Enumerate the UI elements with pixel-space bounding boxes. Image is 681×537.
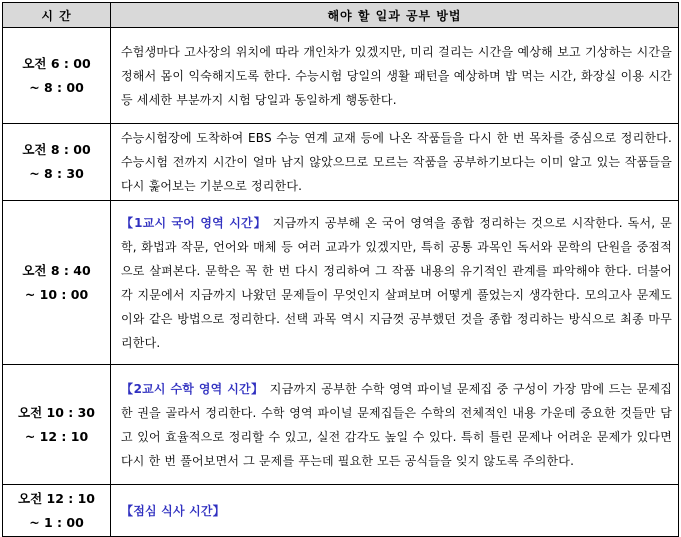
description-text: 지금까지 공부해 온 국어 영역을 종합 정리하는 것으로 시작한다. 독서, 문학, 화법과 작문, 언어와 매체 등 여러 교과가 있겠지만, 특히 공통 과목인 독서와 문학의 단원을 중점적으로 살펴본다. 문학은 꼭 한 번 다시 정리하여 그 작품 내용의 유기적인 관계를 파악해야 한다. 더불어 각 지문에서 지금까지 나왔던 문제들이 무엇인지 살펴보며 어떻게 풀었는지 생각한다. 모의고사 문제도 이와 같은 방법으로 정리한다. 선택 과목 역시 지금껏 공부했던 것을 종합 정리하는 방식으로 최종 마무리한다. xyxy=(121,215,672,350)
header-tasks: 해야 할 일과 공부 방법 xyxy=(111,3,679,28)
time-cell xyxy=(3,124,111,201)
table-row xyxy=(3,365,679,485)
description-cell xyxy=(111,365,679,485)
period-label: 【점심 식사 시간】 xyxy=(121,503,225,518)
time-end: ~ 8 : 30 xyxy=(29,166,84,181)
time-end: ~ 12 : 10 xyxy=(24,428,89,444)
table-row xyxy=(3,201,679,365)
time-start: 오전 8 : 40 xyxy=(22,262,91,278)
time-end: ~ 8 : 00 xyxy=(29,79,84,95)
table-row xyxy=(3,28,679,124)
period-label: 【1교시 국어 영역 시간】 xyxy=(121,215,267,230)
description-cell xyxy=(111,201,679,365)
time-start: 오전 10 : 30 xyxy=(18,404,95,420)
table-row xyxy=(3,124,679,201)
description-text: 수험생마다 고사장의 위치에 따라 개인차가 있겠지만, 미리 걸리는 시간을 예상해 보고 기상하는 시간을 정해서 몸이 익숙해지도록 한다. 수능시험 당일의 생활 패턴을 예상하며 밥 먹는 시간, 화장실 이용 시간 등 세세한 부분까지 시험 당일과 동일하게 행동한다. xyxy=(121,44,672,107)
time-cell xyxy=(3,28,111,124)
time-end: ~ 1 : 00 xyxy=(29,514,84,530)
description-cell xyxy=(111,124,679,201)
time-cell xyxy=(3,201,111,365)
header-time: 시 간 xyxy=(3,3,111,28)
time-cell xyxy=(3,485,111,537)
description-cell xyxy=(111,485,679,537)
header-row xyxy=(3,3,679,28)
description-text: 수능시험장에 도착하여 EBS 수능 연계 교재 등에 나온 작품들을 다시 한 번 목차를 중심으로 정리한다. 수능시험 전까지 시간이 얼마 남지 않았으므로 모르는 작품을 공부하기보다는 이미 알고 있는 작품들을 다시 훑어보는 기분으로 정리한다. xyxy=(121,131,672,193)
description-cell xyxy=(111,28,679,124)
time-start: 오전 6 : 00 xyxy=(22,55,91,71)
time-cell xyxy=(3,365,111,485)
table-row xyxy=(3,485,679,537)
study-schedule-table xyxy=(2,2,679,537)
period-label: 【2교시 수학 영역 시간】 xyxy=(121,381,264,396)
description-text: 지금까지 공부한 수학 영역 파이널 문제집 중 구성이 가장 맘에 드는 문제집 한 권을 골라서 정리한다. 수학 영역 파이널 문제집들은 수학의 전체적인 내용 가운데 중요한 것들만 담고 있어 효율적으로 정리할 수 있고, 실전 감각도 높일 수 있다. 특히 틀린 문제나 어려운 문제가 있다면 다시 한 번 풀어보면서 그 문제를 푸는데 필요한 모든 공식들을 잊지 않도록 주의한다. xyxy=(121,381,673,468)
time-end: ~ 10 : 00 xyxy=(24,286,89,302)
time-start: 오전 8 : 00 xyxy=(22,142,91,157)
time-start: 오전 12 : 10 xyxy=(18,490,95,506)
